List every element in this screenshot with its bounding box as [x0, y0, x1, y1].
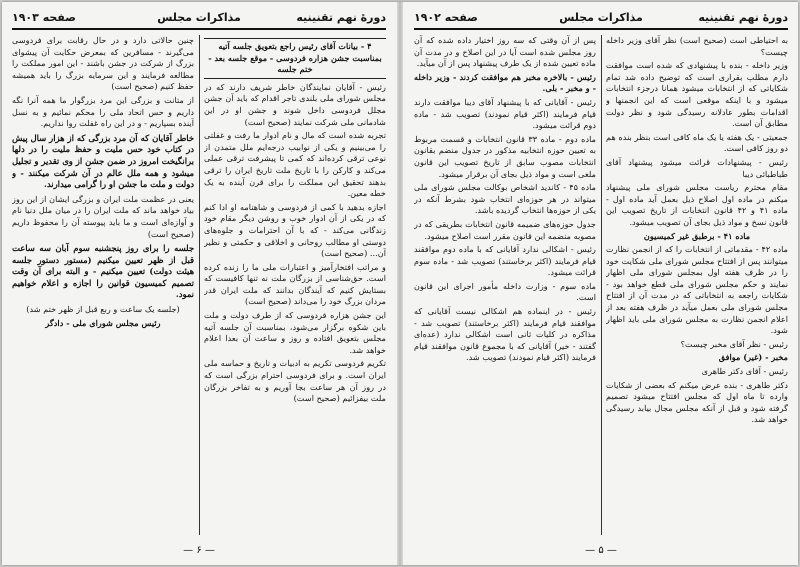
- paragraph: ماده سوم - وزارت داخله مأمور اجرای این قانون است.: [414, 280, 596, 303]
- paragraph: مقام محترم ریاست مجلس شورای ملی پیشنهاد میکنم در ماده اول اصلاح ذیل بعمل آید ماده اول - ماده ۴۱ و ۴۲ قانون انتخابات از تاریخ تصویب این قانون نسخ و مواد ذیل بجای آن تصویب میشود.: [606, 182, 788, 227]
- footer-page-number: — ۵ —: [585, 545, 617, 556]
- bold-paragraph: جلسه را برای روز پنجشنبه سوم آبان سه ساعت قبل از ظهر تعیین میکنیم (مستور دستور جلسه هیئت دولت) تعیین میکنیم - و البته برای آن وقت تصمیم کمیسیون قوانین را اجازه و اعلام خواهیم نمود.: [12, 243, 194, 300]
- section-heading: ۴ - بیانات آقای رئیس راجع بتعویق جلسه آتیه بمناسبت جشن هزاره فردوسی - موقع جلسه بعد - ختم جلسه: [204, 38, 386, 79]
- paragraph: مخبر - (غیر) موافق: [718, 352, 788, 363]
- paragraph: تکریم فردوسی تکریم به ادبیات و تاریخ و حماسه ملی ایران است. و برای فردوسی احترام بزرگی است که در روز آن هر ساعت بجا آوریم و به تفاخر بزرگان ملت بیفزائیم (صحیح است): [204, 358, 386, 404]
- paragraph: دکتر طاهری - بنده عرض میکنم که بعضی از شکایات وارده تا ماه اول که مجلس افتتاح میشود تصمیم گرفته شود و قبل از آنکه مجلس مجال بیابد رسیدگی خواهد شد.: [606, 379, 788, 425]
- paragraph: رئیس - بالاخره مخبر هم موافقت کردند - وزیر داخله - و مخبر - بلی.: [414, 71, 596, 94]
- page-number: صفحه ۱۹۰۲: [414, 11, 478, 24]
- book-gutter: [397, 2, 403, 565]
- paragraph: رئیس - در اینماده هم اشکالی نیست آقایانی که موافقند قیام فرمایند (اکثر برخاستند) تصویب شد - مذاکره در کلیات ثانی است اشکالی ندارد (عده‌ای گفتند - خیر) آقایانی که با مجموع قانون موافقند قیام فرمایند (اکثر قیام نمودند) تصویب شد.: [414, 306, 596, 363]
- bold-paragraph: خاطر آقایان که آن مرد بزرگی که از هزار سال پیش در کتاب خود حس ملیت و حفظ ملیت را در دلها برانگیخت امروز در ضمن جشن از وی تقدیر و تجلیل میشود و همه ملل عالم در آن شرکت میکنند - و دولت و ملت ما جشن او را گرامی میدارند.: [12, 132, 194, 190]
- article-heading: ماده ۴۱ - برطبق غیر کمیسیون: [643, 230, 751, 241]
- right-page-header: [414, 8, 788, 30]
- left-page-left-column: [12, 35, 194, 537]
- left-page-footer: [12, 545, 386, 557]
- page-title: مذاکرات مجلس: [559, 11, 643, 24]
- paragraph: رئیس - آقایان نمایندگان خاطر شریف دارند که در مجلس شورای ملی بلندی تاجر اقدام که باید آن جشن مجلل فردوسی داخل شوند و جشن او در این شادمانی ملی شرکت نمایند (صحیح است): [204, 81, 386, 127]
- paragraph: این جشن هزاره فردوسی که از طرف دولت و ملت باین شکوه برگزار می‌شود، بمناسبت آن جلسه آتیه مجلس بتعویق افتاده و روز و ساعت آن بعدا اعلام خواهد شد.: [204, 310, 386, 355]
- right-page-footer: [414, 545, 788, 557]
- paragraph: یعنی در عظمت ملت ایران و بزرگی ایشان از این روز بیاد خواهد ماند که ملت ایران را در میان ملل دنیا نام و آوازه‌ای است و ما باید پیوسته آن را محفوظ داریم (صحیح است): [12, 193, 194, 239]
- signature: رئیس مجلس شورای ملی - دادگر: [45, 317, 161, 328]
- paragraph: و مراتب افتخارآمیز و اعتبارات ملی ما را زنده کرده است. حق‌شناسی از بزرگان ملت نه تنها کافیست که بستایش کنیم که آیندگان بدانند که ملت ایران قدر مردان بزرگ خود را می‌داند (صحیح است): [204, 261, 386, 307]
- journal-name: دورهٔ نهم تقنینیه: [296, 11, 386, 24]
- paragraph: اجازه بدهید با کمی از فردوسی و شاهنامه او ادا کنم که در یکی از آن ادوار خوب و روشن دیگر مقام خود زندگانی می‌کند - که با آن احترامات و جلوه‌های دوستی او مطالب روحانی و اخلاقی و حکمتی و نظیر آن... (صحیح است): [204, 201, 386, 259]
- paragraph: وزیر داخله - بنده با پیشنهادی که شده است موافقت دارم مطلب بقراری است که توضیح داده شد تمام شکایاتی که از انتخابات میشود همانا درجزء انتخابات میشود و با اینکه موقعی است که این انجمنها و اقدامات بطور عادلانه رسیدگی شود و نظر دولت مطابق آن است.: [606, 60, 788, 129]
- paragraph: رئیس - اشکالی ندارد آقایانی که با ماده دوم موافقند قیام فرمایند (اکثر برخاستند) تصویب شد - ماده سوم قرائت میشود.: [414, 244, 596, 278]
- paragraph: به احتیاطی است (صحیح است) نظر آقای وزیر داخله چیست؟: [606, 35, 788, 57]
- paragraph: جمعیتی - یک هفته یا یک ماه کافی است بنظر بنده هم دو روز کافی است.: [606, 131, 788, 154]
- book-spread: [2, 2, 798, 565]
- page-number: صفحه ۱۹۰۳: [12, 11, 76, 24]
- right-page-left-column: [414, 35, 596, 537]
- session-end-note: (جلسه یک ساعت و ربع قبل از ظهر ختم شد): [26, 304, 180, 315]
- column-divider: [601, 35, 602, 535]
- paragraph: رئیس - آقای دکتر طاهری: [701, 366, 788, 377]
- left-page-header: [12, 8, 386, 30]
- paragraph: پس از آن وقتی که سه روز اختیار داده شده که آن روز مجلس شده است آیا در این اصلاح و در مدت آن ماده تعیین شده از یک طرف پیشنهاد پس از آن میآید.: [414, 35, 596, 69]
- paragraph: رئیس - پیشنهادات قرائت میشود پیشنهاد آقای طباطبائی دیبا: [606, 156, 788, 179]
- paragraph: تجربه شده است که مال و نام ادوار ما رفت و غفلتی را می‌بینیم و یکی از نوابیب درجه‌ایم ملل متمدن از نوعی ترقی کرده‌اند که کمی تا پیشرفت ترقی عملی می‌کند و کارکن را با تاریخ ملت تاریخ ایران را ترقی بدهند تحقیق این مملکت را برای قرن آینده به یک خطه معین.: [204, 130, 386, 199]
- right-page-right-column: [606, 35, 788, 537]
- paragraph: از متانت و بزرگی این مرد بزرگوار ما همه آنرا نگه داریم و حس اتحاد ملی را محکم نمائیم و به نسل آینده بسپاریم - و در این راه غفلت روا نداریم.: [12, 94, 194, 129]
- journal-name: دورهٔ نهم تقنینیه: [698, 11, 788, 24]
- page-title: مذاکرات مجلس: [157, 11, 241, 24]
- paragraph: چنین حالاتی دارد و در حال رقابت برای فردوسی می‌گیرند - مسافرین که بمعرض حکایت آن پیشوای بزرگ از شرکت در جشن باشند - این امور مملکت را مطالعه فرمایند و این سرمایه بزرگ را باید همیشه حفظ کنیم (صحیح است): [12, 35, 194, 92]
- paragraph: ماده دوم - ماده ۳۳ قانون انتخابات و قسمت مربوط به تعیین حوزه انتخابیه مذکور در جدول منضم بقانون انتخابات مصوب سابق از تاریخ تصویب این قانون ملغی است و مواد ذیل بجای آن برقرار میشود.: [414, 133, 596, 179]
- paragraph: رئیس - آقایانی که با پیشنهاد آقای دیبا موافقت دارند قیام فرمایند (اکثر قیام نمودند) تصویب شد - ماده دوم قرائت میشود.: [414, 96, 596, 131]
- right-page: [404, 2, 798, 565]
- paragraph: ماده ۴۲ - مقدماتی از انتخابات را که از انجمن نظارت میتوانند پس از افتتاح مجلس شورای ملی شکایت خود را در ظرف هفته اول بمجلس شورای ملی اظهار نمایند و حکم مجلس شورای ملی قطع خواهد بود - شکایات راجعه به انتخاباتی که در مدت آن از افتتاح مجلس شورای ملی بعمل میآید در ظرف هفته بعد از اعلام انجمن نظارت به مجلس شورای ملی باید اظهار شود.: [606, 244, 788, 336]
- left-page: [2, 2, 396, 565]
- footer-page-number: — ۶ —: [183, 545, 215, 556]
- paragraph: جدول حوزه‌های ضمیمه قانون انتخابات بطریقی که در مصوبه منضمه این قانون مقرر است اصلاح میشود.: [414, 218, 596, 241]
- paragraph: رئیس - نظر آقای مخبر چیست؟: [680, 338, 788, 349]
- column-divider: [199, 35, 200, 535]
- paragraph: ماده ۴۵ - کاندید اشخاص بوکالت مجلس شورای ملی میتواند در هر حوزه‌ای انتخاب شود بشرط آنکه در یکی از حوزه‌ها انتخاب گردیده باشد.: [414, 182, 596, 216]
- left-page-right-column: [204, 35, 386, 537]
